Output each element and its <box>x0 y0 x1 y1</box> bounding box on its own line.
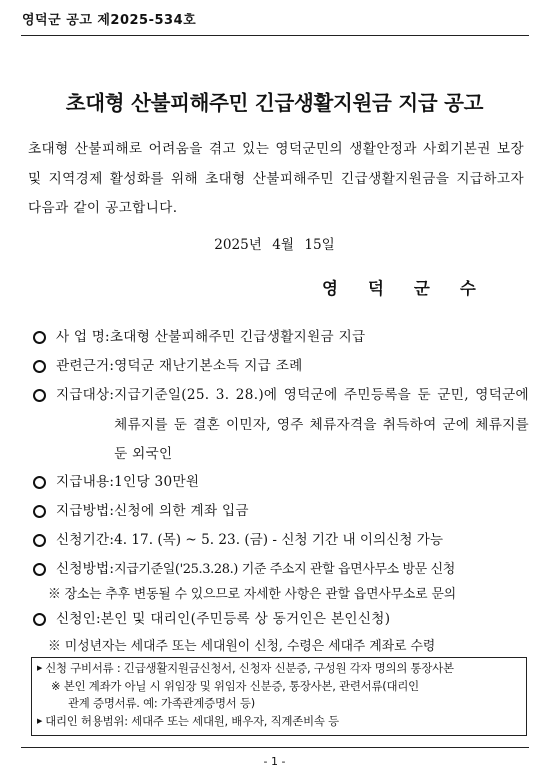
documents-line: ▶ 신청 구비서류 : 긴급생활지원금신청서, 신청자 신분증, 구성원 각자 명의의 통장사본 <box>37 660 521 678</box>
item-application-method <box>33 555 529 585</box>
circle-bullet-icon <box>33 505 46 518</box>
item-label: 신청인: <box>56 611 101 627</box>
item-application-period <box>33 526 529 556</box>
page-title: 초대형 산불피해주민 긴급생활지원금 지급 공고 <box>65 91 484 115</box>
item-payment-method <box>33 497 529 527</box>
item-project-name <box>33 323 529 353</box>
item-label: 지급방법: <box>56 503 115 519</box>
item-amount <box>33 468 529 498</box>
item-label: 지급대상: <box>56 387 115 403</box>
page-number: - 1 - <box>263 755 286 768</box>
applicant-note: ※ 미성년자는 세대주 또는 세대원이 신청, 수령은 세대주 계좌로 수령 <box>48 639 436 654</box>
circle-bullet-icon <box>33 331 46 344</box>
footer-divider <box>21 747 529 748</box>
item-value: 1인당 30만원 <box>114 474 200 490</box>
item-value: 지급기준일(25. 3. 28.)에 영덕군에 주민등록을 둔 군민, 영덕군에 체류지를 둔 결혼 이민자, 영주 체류자격을 취득하여 군에 체류지를 둔 외국인 <box>114 387 529 462</box>
item-value: 지급기준일('25.3.28.) 기준 주소지 관할 읍면사무소 방문 신청 <box>114 562 455 577</box>
issuer: 영덕군수 <box>322 279 506 298</box>
item-label: 지급내용: <box>56 474 115 490</box>
circle-bullet-icon <box>33 613 46 626</box>
triangle-bullet-icon: ▶ <box>37 664 43 672</box>
item-value: 초대형 산불피해주민 긴급생활지원금 지급 <box>109 329 366 345</box>
item-label: 사 업 명: <box>56 329 110 345</box>
item-label: 신청기간: <box>56 532 115 548</box>
circle-bullet-icon <box>33 563 46 576</box>
documents-line: 관계 증명서류. 예: 가족관계증명서 등) <box>68 696 256 710</box>
circle-bullet-icon <box>33 534 46 547</box>
documents-line: ※ 본인 계좌가 아닐 시 위임장 및 위임자 신분증, 통장사본, 관련서류(대리인 <box>51 678 419 693</box>
notice-date: 2025년 4월 15일 <box>214 237 335 253</box>
item-label: 신청방법: <box>56 561 115 577</box>
item-value: 본인 및 대리인(주민등록 상 동거인은 본인신청) <box>100 611 391 627</box>
method-note: ※ 장소는 추후 변동될 수 있으므로 자세한 사항은 관할 읍면사무소로 문의 <box>48 587 456 602</box>
item-value: 영덕군 재난기본소득 지급 조례 <box>114 358 303 374</box>
documents-box <box>31 657 527 736</box>
item-legal-basis <box>33 352 529 382</box>
proxy-scope-line: ▶ 대리인 허용범위: 세대주 또는 세대원, 배우자, 직계존비속 등 <box>37 713 521 731</box>
item-value: 신청에 의한 계좌 입금 <box>114 503 249 519</box>
header-divider <box>21 35 529 36</box>
circle-bullet-icon <box>33 360 46 373</box>
notice-number: 영덕군 공고 제2025-534호 <box>22 13 197 28</box>
item-eligibility <box>33 381 529 470</box>
circle-bullet-icon <box>33 476 46 489</box>
intro-paragraph: 초대형 산불피해로 어려움을 겪고 있는 영덕군민의 생활안정과 사회기본권 보장 및 지역경제 활성화를 위해 초대형 산불피해주민 긴급생활지원금을 지급하고자 다음과 같이 공고합니다. <box>28 141 524 216</box>
item-applicant <box>33 605 529 635</box>
item-value: 4. 17. (목) ~ 5. 23. (금) - 신청 기간 내 이의신청 가능 <box>114 532 444 548</box>
circle-bullet-icon <box>33 389 46 402</box>
triangle-bullet-icon: ▶ <box>37 716 43 725</box>
item-label: 관련근거: <box>56 358 115 374</box>
